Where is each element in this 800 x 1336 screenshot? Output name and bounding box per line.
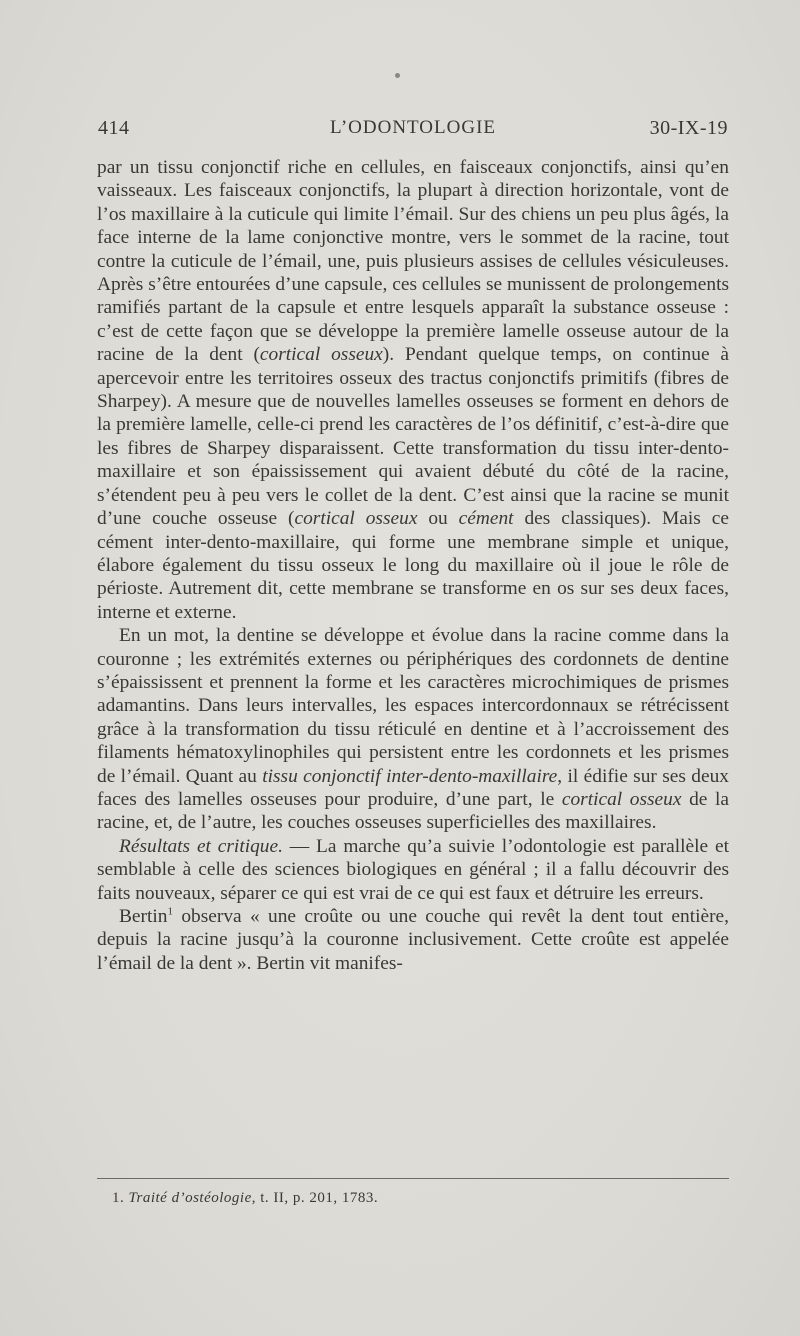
printer-mark: [395, 73, 400, 78]
footnote-rule: [97, 1178, 729, 1179]
issue-date: 30-IX-19: [649, 117, 728, 139]
body-text: [97, 156, 729, 975]
paragraph-3: Résultats et critique. — La marche qu’a suivie l’odontologie est parallèle et semblable à celle des sciences biologiques en général ; il a fallu découvrir des faits nouveaux, séparer ce qui est vrai de ce qui est faux et détruire les erreurs.: [97, 835, 729, 904]
paragraph-4: Bertin$^1$ observa « une croûte ou une couche qui revêt la dent tout entière, depuis la racine jusqu’à la couronne inclusivement. Cette croûte est appelée l’émail de la dent ». Bertin vit manifes-: [97, 905, 729, 974]
footnote: 1. Traité d’ostéologie, t. II, p. 201, 1783.: [112, 1190, 379, 1206]
paragraph-1: par un tissu conjonctif riche en cellules, en faisceaux conjonctifs, ainsi qu’en vaisseaux. Les faisceaux conjonctifs, la plupart à direction horizontale, vont de l’os maxillaire à la cuticule qui limite l’émail. Sur des chiens un peu plus âgés, la face interne de la lame conjonctive montre, vers le sommet de la racine, tout contre la cuticule de l’émail, une, puis plusieurs assises de cellules vésiculeuses. Après s’être entourées d’une capsule, ces cellules se munissent de prolongements ramifiés partant de la capsule et entre lesquels apparaît la substance osseuse : c’est de cette façon que se développe la première lamelle osseuse autour de la racine de la dent (cortical osseux). Pendant quelque temps, on continue à apercevoir entre les territoires osseux des tractus conjonctifs primitifs (fibres de Sharpey). A mesure que de nouvelles lamelles osseuses se forment en dehors de la première lamelle, celle-ci prend les caractères de l’os définitif, c’est-à-dire que les fibres de Sharpey disparaissent. Cette transformation du tissu inter-dento-maxillaire et son épaississement qui avaient débuté du côté de la racine, s’étendent peu à peu vers le collet de la dent. C’est ainsi que la racine se munit d’une couche osseuse (cortical osseux ou cément des classiques). Mais ce cément inter-dento-maxillaire, qui forme une membrane simple et unique, élabore également du tissu osseux le long du maxillaire où il joue le rôle de périoste. Autrement dit, cette membrane se transforme en os sur ses deux faces, interne et externe.: [97, 157, 730, 623]
footnote-ref: 1: [167, 905, 173, 918]
journal-title: L’ODONTOLOGIE: [329, 117, 497, 138]
paragraph-2: En un mot, la dentine se développe et évolue dans la racine comme dans la couronne ; les extrémités externes ou périphériques des cordonnets de dentine s’épaississent et prennent la forme et les caractères microchimiques de prismes adamantins. Dans leurs intervalles, les espaces intercordonnaux se rétrécissent grâce à la transformation du tissu réticulé en dentine et à l’accroissement des filaments hématoxylinophiles qui persistent entre les cordonnets et les prismes de l’émail. Quant au tissu conjonctif inter-dento-maxillaire, il édifie sur ses deux faces des lamelles osseuses pour produire, d’une part, le cortical osseux de la racine, et, de l’autre, les couches osseuses superficielles des maxillaires.: [97, 625, 729, 834]
page-number: 414: [98, 117, 130, 139]
running-header: [98, 117, 728, 143]
